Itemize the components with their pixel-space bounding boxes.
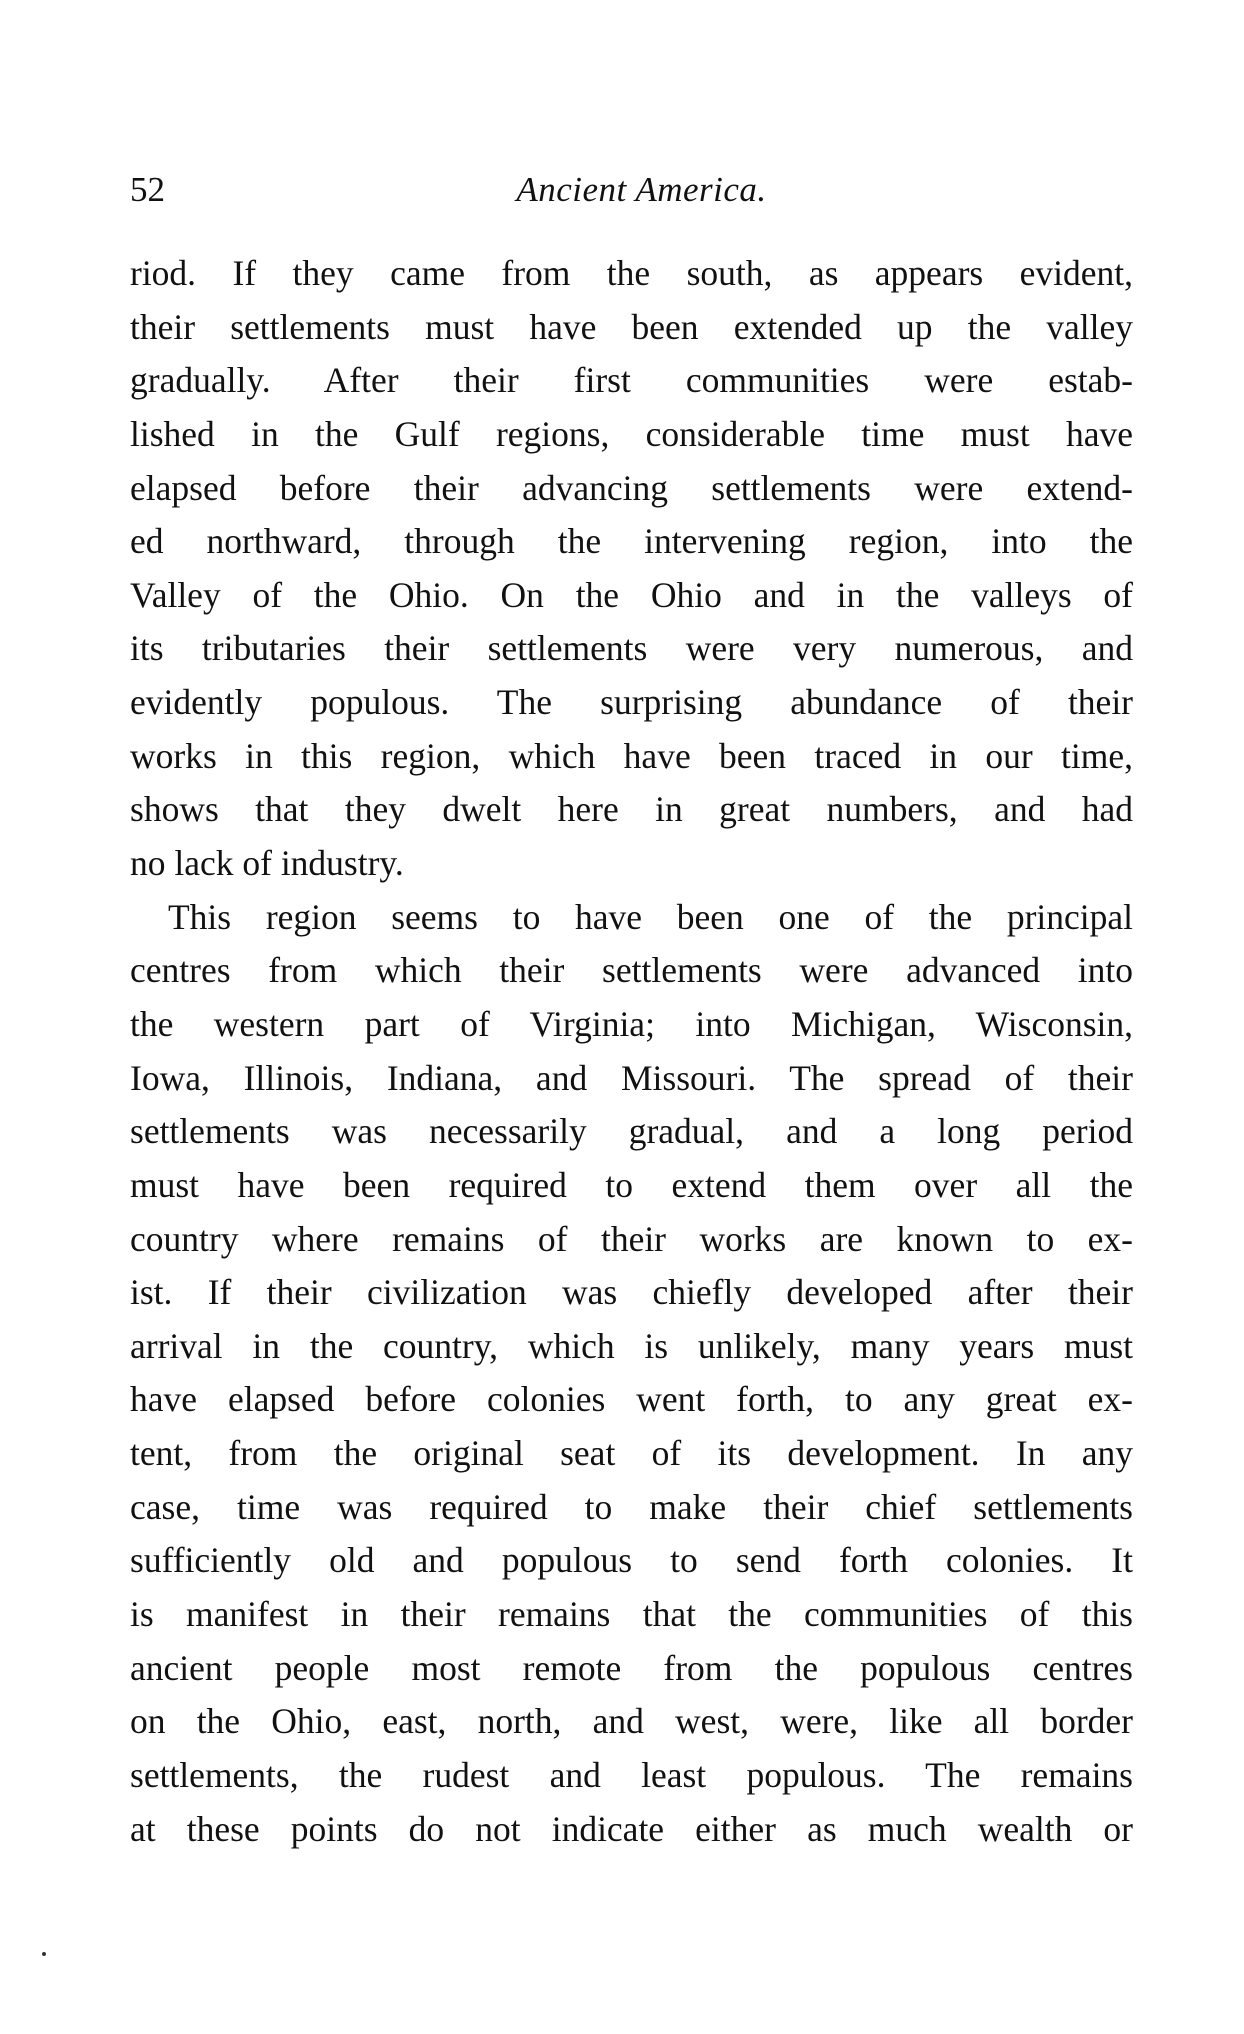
text-line: gradually. After their first communities were estab- xyxy=(130,360,1133,401)
paragraph-start-line: This region seems to have been one of the principal xyxy=(168,896,1133,937)
body-text xyxy=(130,247,1133,1856)
scan-speck xyxy=(42,1952,46,1956)
text-line: settlements was necessarily gradual, and a long period xyxy=(130,1111,1133,1152)
text-line: Valley of the Ohio. On the Ohio and in the valleys of xyxy=(130,574,1133,615)
text-line: works in this region, which have been traced in our time, xyxy=(130,735,1133,776)
text-line: ancient people most remote from the populous centres xyxy=(130,1647,1133,1688)
text-line: ist. If their civilization was chiefly developed after their xyxy=(130,1272,1133,1313)
text-line: centres from which their settlements were advanced into xyxy=(130,950,1133,991)
text-line: evidently populous. The surprising abundance of their xyxy=(130,682,1133,723)
text-line: country where remains of their works are known to ex- xyxy=(130,1218,1133,1259)
text-line: tent, from the original seat of its development. In any xyxy=(130,1433,1133,1474)
text-line: the western part of Virginia; into Michigan, Wisconsin, xyxy=(130,1003,1133,1044)
text-line: case, time was required to make their chief settlements xyxy=(130,1486,1133,1527)
text-line: is manifest in their remains that the communities of this xyxy=(130,1594,1133,1635)
page-number: 52 xyxy=(130,170,165,209)
text-line: arrival in the country, which is unlikely, many years must xyxy=(130,1325,1133,1366)
text-line: riod. If they came from the south, as appears evident, xyxy=(130,253,1133,293)
text-line: their settlements must have been extended up the valley xyxy=(130,306,1133,347)
text-line: Iowa, Illinois, Indiana, and Missouri. The spread of their xyxy=(130,1057,1133,1098)
text-line: its tributaries their settlements were very numerous, and xyxy=(130,628,1133,669)
paragraph-end-line: no lack of industry. xyxy=(130,843,404,884)
running-head xyxy=(130,168,1133,212)
text-line: sufficiently old and populous to send forth colonies. It xyxy=(130,1540,1133,1581)
text-line: ed northward, through the intervening region, into the xyxy=(130,521,1133,562)
text-line: shows that they dwelt here in great numbers, and had xyxy=(130,789,1133,830)
text-line: settlements, the rudest and least populous. The remains xyxy=(130,1754,1133,1795)
text-line: lished in the Gulf regions, considerable time must have xyxy=(130,413,1133,454)
text-line: must have been required to extend them over all the xyxy=(130,1164,1133,1205)
text-line: at these points do not indicate either as much wealth or xyxy=(130,1808,1133,1849)
running-title: Ancient America. xyxy=(516,170,767,209)
text-line: elapsed before their advancing settlements were extend- xyxy=(130,467,1133,508)
text-line: have elapsed before colonies went forth, to any great ex- xyxy=(130,1379,1133,1420)
text-line: on the Ohio, east, north, and west, were, like all border xyxy=(130,1701,1133,1742)
